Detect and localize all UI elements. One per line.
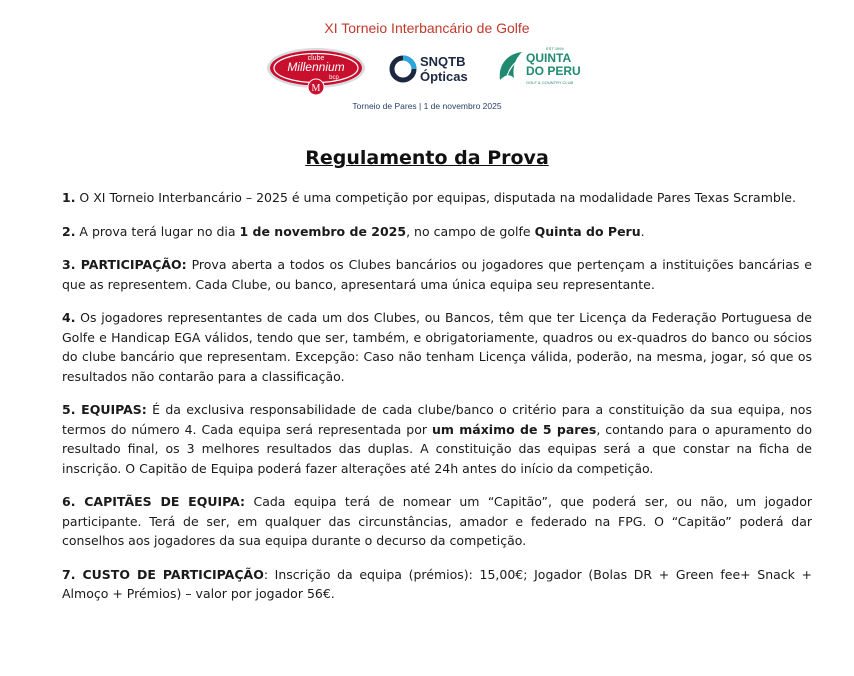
quinta-do-peru-logo <box>496 48 596 92</box>
paragraph-7 <box>62 565 812 604</box>
p2-text-3: . <box>640 223 645 239</box>
quinta-tagline: GOLF & COUNTRY CLUB <box>526 80 574 85</box>
p1-number: 1. <box>62 190 76 205</box>
p5-text-1: É da exclusiva responsabilidade de cada clube/banco o critério para a constituição da sua equipa, nos termos do número 4. Cada equipa será representada por <box>62 402 812 437</box>
paragraph-1 <box>62 188 812 208</box>
p3-text: Prova aberta a todos os Clubes bancários ou jogadores que pertençam a instituições bancárias e que as representem. Cada Clube, ou banco, apresentará uma única equipa seu representante. <box>62 257 812 292</box>
snqtb-line2: Ópticas <box>420 69 468 84</box>
p1-text: O XI Torneio Interbancário – 2025 é uma competição por equipas, disputada na modalidade Pares Texas Scramble. <box>75 190 796 205</box>
snqtb-logo <box>388 52 478 88</box>
club-line1: clube <box>307 55 325 62</box>
clube-millennium-logo <box>266 46 370 96</box>
tournament-subtitle: Torneio de Pares | 1 de novembro 2025 <box>352 101 502 111</box>
p6-heading: 6. CAPITÃES DE EQUIPA: <box>62 494 246 509</box>
paragraph-5 <box>62 400 812 478</box>
event-title: XI Torneio Interbancário de Golfe <box>324 20 530 36</box>
paragraph-3 <box>62 255 812 294</box>
p2-text-1: A prova terá lugar no dia <box>75 223 240 239</box>
club-badge: M <box>311 83 321 94</box>
p3-heading: 3. PARTICIPAÇÃO: <box>62 257 187 272</box>
document-header <box>0 0 854 120</box>
p7-text: : Inscrição da equipa (prémios): 15,00€; Jogador (Bolas DR + Green fee+ Snack + Almoço + Prémios) – valor por jogador 56€. <box>62 566 813 601</box>
document-title: Regulamento da Prova <box>305 147 549 169</box>
club-line2: Millennium <box>287 60 345 74</box>
p5-text-2: , contando para o apuramento do resultado final, os 3 melhores resultados das duplas. A constituição das equipas será a que constar na ficha de inscrição. O Capitão de Equipa poderá fazer alterações até 24h antes do início da competição. <box>62 421 812 476</box>
p7-heading: 7. CUSTO DE PARTICIPAÇÃO <box>62 566 264 582</box>
p2-venue: Quinta do Peru <box>534 223 641 239</box>
p2-date: 1 de novembro de 2025 <box>239 223 407 239</box>
p2-text-2: , no campo de golfe <box>406 223 535 239</box>
quinta-est: EST 1994 <box>546 46 564 51</box>
p4-number: 4. <box>62 310 76 325</box>
p2-number: 2. <box>62 223 76 239</box>
paragraph-2 <box>62 222 812 242</box>
quinta-line2: DO PERU <box>526 64 581 78</box>
quinta-line1: QUINTA <box>526 51 572 65</box>
p4-text: Os jogadores representantes de cada um dos Clubes, ou Bancos, têm que ter Licença da Federação Portuguesa de Golfe e Handicap EGA válidos, tendo que ser, também, e obrigatoriamente, quadros ou ex-quadros do banco ou sócios do clube bancário que representam. Excepção: Caso não tenham Licença válida, poderão, na mesma, jogar, só que os resultados não contarão para a classificação. <box>62 310 812 384</box>
p5-heading: 5. EQUIPAS: <box>62 402 147 417</box>
snqtb-line1: SNQTB <box>420 54 466 69</box>
regulation-body <box>62 188 812 618</box>
club-line3: bcp <box>329 75 339 81</box>
p6-text: Cada equipa terá de nomear um “Capitão”, que poderá ser, ou não, um jogador participante. Terá de ser, em qualquer das circunstâncias, amador e federado na FPG. O “Capitão” poderá dar conselhos aos jogadores da sua equipa durante o decurso da competição. <box>62 494 813 548</box>
paragraph-6 <box>62 492 812 551</box>
paragraph-4 <box>62 308 812 386</box>
sponsor-logos <box>266 46 596 98</box>
p5-max-pairs: um máximo de 5 pares <box>432 421 597 437</box>
